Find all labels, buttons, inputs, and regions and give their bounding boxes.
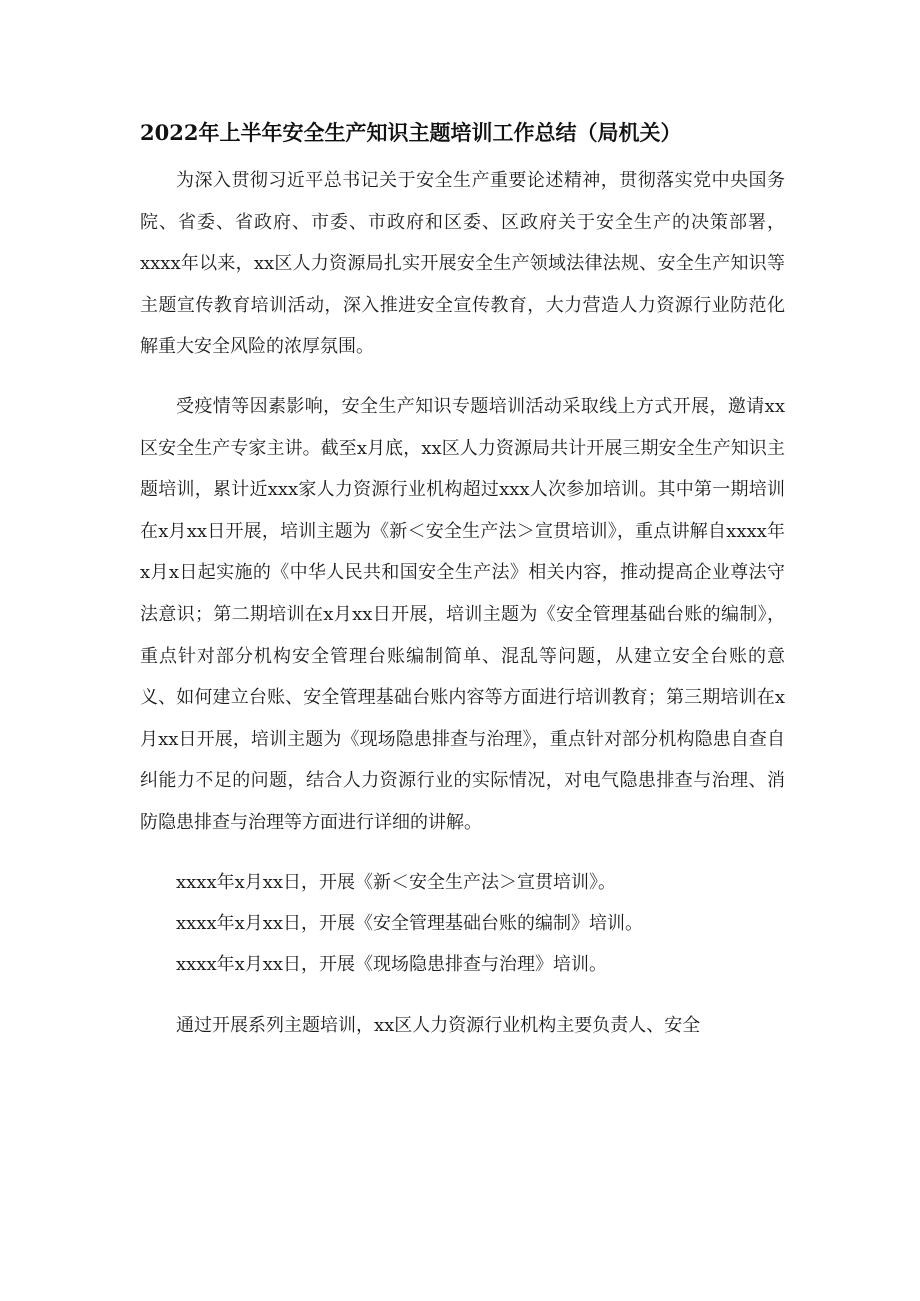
closing-paragraph: 通过开展系列主题培训，xx区人力资源行业机构主要负责人、安全: [176, 1014, 701, 1036]
document-title: 2022年上半年安全生产知识主题培训工作总结（局机关）: [140, 120, 682, 145]
training-list-item: xxxx年x月xx日，开展《安全管理基础台账的编制》培训。: [176, 912, 644, 934]
intro-paragraph: 为深入贯彻习近平总书记关于安全生产重要论述精神，贯彻落实党中央国务院、省委、省政府、市委、市政府和区委、区政府关于安全生产的决策部署，xxxx年以来，xx区人力资源局扎实开展安全生产领域法律法规、安全生产知识等主题宣传教育培训活动，深入推进安全宣传教育，大力营造人力资源行业防范化解重大安全风险的浓厚氛围。: [140, 170, 785, 358]
document-body: [140, 160, 785, 1064]
training-list-item: xxxx年x月xx日，开展《现场隐患排查与治理》培训。: [176, 953, 608, 975]
training-list: [140, 862, 785, 985]
training-list-item: xxxx年x月xx日，开展《新＜安全生产法＞宣贯培训》。: [176, 871, 617, 893]
training-details-paragraph: 受疫情等因素影响，安全生产知识专题培训活动采取线上方式开展，邀请xx区安全生产专家主讲。截至x月底，xx区人力资源局共计开展三期安全生产知识主题培训，累计近xxx家人力资源行业机构超过xxx人次参加培训。其中第一期培训在x月xx日开展，培训主题为《新＜安全生产法＞宣贯培训》，重点讲解自xxxx年x月x日起实施的《中华人民共和国安全生产法》相关内容，推动提高企业尊法守法意识；第二期培训在x月xx日开展，培训主题为《安全管理基础台账的编制》，重点针对部分机构安全管理台账编制简单、混乱等问题，从建立安全台账的意义、如何建立台账、安全管理基础台账内容等方面进行培训教育；第三期培训在x月xx日开展，培训主题为《现场隐患排查与治理》，重点针对部分机构隐患自查自纠能力不足的问题，结合人力资源行业的实际情况，对电气隐患排查与治理、消防隐患排查与治理等方面进行详细的讲解。: [140, 395, 785, 833]
